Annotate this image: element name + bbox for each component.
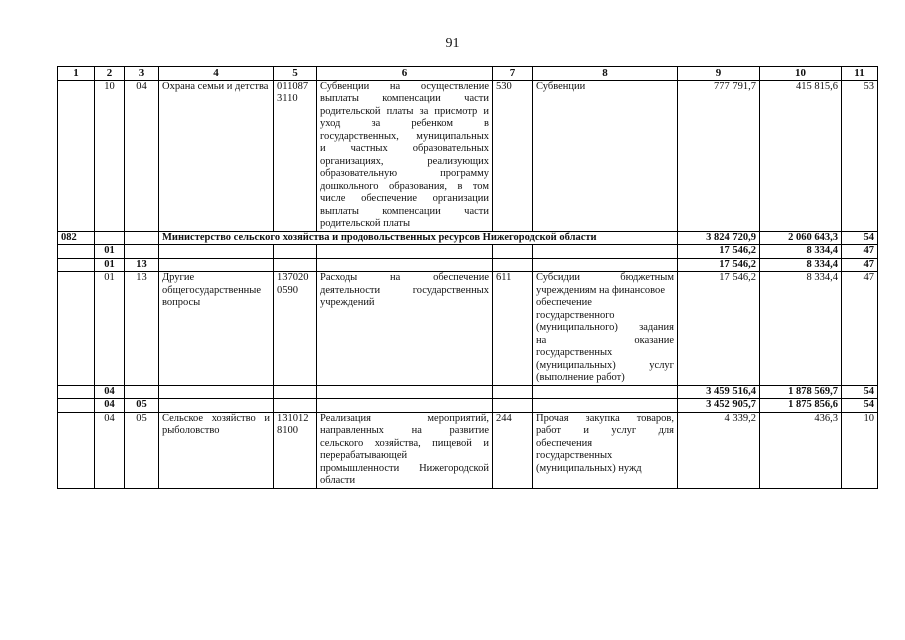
code-line: 131012 bbox=[277, 412, 309, 424]
expense-type-cell bbox=[493, 399, 533, 413]
code-line: 0590 bbox=[277, 284, 298, 296]
target-article-cell bbox=[274, 272, 317, 386]
grbs-cell bbox=[58, 412, 95, 488]
target-article-name-cell bbox=[317, 385, 493, 399]
column-header: 11 bbox=[842, 67, 878, 81]
target-article-name-cell bbox=[317, 399, 493, 413]
section-name-cell bbox=[159, 399, 274, 413]
percent-cell: 47 bbox=[842, 245, 878, 259]
text-line: промышленности Нижегородской bbox=[320, 462, 489, 474]
code-line: 137020 bbox=[277, 272, 309, 283]
subsection-cell: 04 bbox=[125, 80, 159, 231]
expense-type-cell bbox=[493, 385, 533, 399]
expense-type-cell: 611 bbox=[493, 272, 533, 386]
target-article-cell bbox=[274, 412, 317, 488]
text-line: родительской платы за присмотр и bbox=[320, 105, 489, 117]
text-line: государственных bbox=[536, 450, 613, 461]
actual-amount-cell: 8 334,4 bbox=[760, 245, 842, 259]
section-name-cell bbox=[159, 412, 274, 488]
grbs-cell bbox=[58, 272, 95, 386]
code-line: 3110 bbox=[277, 93, 298, 104]
text-line: учреждений bbox=[320, 297, 375, 308]
table-row bbox=[58, 412, 878, 488]
text-line: государственных bbox=[536, 347, 613, 358]
text-line: родительской платы bbox=[320, 218, 411, 229]
table-row bbox=[58, 245, 878, 259]
text-line: (муниципальных) нужд bbox=[536, 462, 642, 474]
section-cell: 04 bbox=[95, 385, 125, 399]
target-article-name-cell bbox=[317, 272, 493, 386]
target-article-cell bbox=[274, 399, 317, 413]
percent-cell: 54 bbox=[842, 385, 878, 399]
grbs-cell: 082 bbox=[58, 231, 95, 245]
section-cell: 04 bbox=[95, 399, 125, 413]
text-line: и частных образовательных bbox=[320, 143, 489, 154]
text-line: Субсидии бюджетным bbox=[536, 272, 674, 283]
percent-cell: 47 bbox=[842, 272, 878, 386]
actual-amount-cell: 1 878 569,7 bbox=[760, 385, 842, 399]
target-article-cell bbox=[274, 245, 317, 259]
table-row bbox=[58, 231, 878, 245]
text-line: Сельское хозяйство и bbox=[162, 412, 270, 424]
column-header: 1 bbox=[58, 67, 95, 81]
actual-amount-cell: 8 334,4 bbox=[760, 258, 842, 272]
table-row bbox=[58, 385, 878, 399]
text-line: числе обеспечение организации bbox=[320, 193, 489, 204]
grbs-cell bbox=[58, 258, 95, 272]
expense-type-cell: 244 bbox=[493, 412, 533, 488]
target-article-cell bbox=[274, 258, 317, 272]
plan-amount-cell: 4 339,2 bbox=[678, 412, 760, 488]
section-cell: 01 bbox=[95, 272, 125, 386]
actual-amount-cell: 415 815,6 bbox=[760, 80, 842, 231]
table-row bbox=[58, 399, 878, 413]
text-line: дошкольного образования, в том bbox=[320, 180, 489, 192]
subsection-cell: 13 bbox=[125, 258, 159, 272]
text-line: перерабатывающей bbox=[320, 450, 408, 461]
section-name-cell bbox=[159, 258, 274, 272]
column-header: 10 bbox=[760, 67, 842, 81]
table-row bbox=[58, 258, 878, 272]
plan-amount-cell: 777 791,7 bbox=[678, 80, 760, 231]
subsection-cell bbox=[125, 385, 159, 399]
subsection-cell bbox=[125, 245, 159, 259]
text-line: общегосударственные bbox=[162, 284, 262, 296]
actual-amount-cell: 8 334,4 bbox=[760, 272, 842, 386]
percent-cell: 54 bbox=[842, 231, 878, 245]
section-cell bbox=[95, 231, 125, 245]
column-header: 5 bbox=[274, 67, 317, 81]
target-article-cell bbox=[274, 80, 317, 231]
text-line: уход за ребенком в bbox=[320, 118, 489, 129]
text-line: обеспечения bbox=[536, 437, 593, 449]
subsection-cell: 05 bbox=[125, 412, 159, 488]
text-line: Субвенции на осуществление bbox=[320, 80, 489, 92]
target-article-cell bbox=[274, 385, 317, 399]
subsection-cell: 13 bbox=[125, 272, 159, 386]
grbs-cell bbox=[58, 80, 95, 231]
text-line: выплаты компенсации части bbox=[320, 93, 489, 104]
actual-amount-cell: 436,3 bbox=[760, 412, 842, 488]
text-line: организациях, реализующих bbox=[320, 155, 489, 167]
expense-type-name-cell bbox=[533, 399, 678, 413]
page-number: 91 bbox=[445, 36, 460, 51]
text-line: работ и услуг для bbox=[536, 425, 674, 436]
budget-table bbox=[57, 66, 878, 489]
plan-amount-cell: 3 824 720,9 bbox=[678, 231, 760, 245]
column-header: 8 bbox=[533, 67, 678, 81]
section-cell: 04 bbox=[95, 412, 125, 488]
actual-amount-cell: 1 875 856,6 bbox=[760, 399, 842, 413]
text-line: (муниципальных) услуг bbox=[536, 359, 674, 371]
text-line: (выполнение работ) bbox=[536, 372, 625, 383]
text-line: области bbox=[320, 475, 356, 486]
text-line: деятельности государственных bbox=[320, 284, 489, 296]
grbs-cell bbox=[58, 385, 95, 399]
text-line: обеспечение bbox=[536, 297, 592, 308]
percent-cell: 47 bbox=[842, 258, 878, 272]
section-name-cell bbox=[159, 245, 274, 259]
section-name-cell bbox=[159, 385, 274, 399]
text-line: выплаты компенсации части bbox=[320, 205, 489, 217]
expense-type-name-cell bbox=[533, 272, 678, 386]
expense-type-name-cell bbox=[533, 245, 678, 259]
column-header: 4 bbox=[159, 67, 274, 81]
text-line: рыболовство bbox=[162, 425, 220, 436]
plan-amount-cell: 17 546,2 bbox=[678, 272, 760, 386]
expense-type-cell bbox=[493, 245, 533, 259]
grbs-cell bbox=[58, 245, 95, 259]
section-name-cell bbox=[159, 272, 274, 386]
column-header: 3 bbox=[125, 67, 159, 81]
text-line: Расходы на обеспечение bbox=[320, 272, 489, 283]
table-row bbox=[58, 272, 878, 386]
target-article-name-cell bbox=[317, 412, 493, 488]
text-line: Другие bbox=[162, 272, 195, 283]
text-line: (муниципального) задания bbox=[536, 322, 674, 333]
text-line: Реализация мероприятий, bbox=[320, 412, 489, 424]
section-cell: 01 bbox=[95, 258, 125, 272]
grbs-cell bbox=[58, 399, 95, 413]
text-line: государственного bbox=[536, 309, 615, 321]
text-line: Прочая закупка товаров, bbox=[536, 412, 674, 424]
text-line: вопросы bbox=[162, 297, 201, 308]
target-article-name-cell bbox=[317, 245, 493, 259]
column-header: 7 bbox=[493, 67, 533, 81]
section-name-cell: Охрана семьи и детства bbox=[159, 80, 274, 231]
column-header: 9 bbox=[678, 67, 760, 81]
table-row bbox=[58, 80, 878, 231]
text-line: сельского хозяйства, пищевой и bbox=[320, 437, 489, 449]
plan-amount-cell: 3 459 516,4 bbox=[678, 385, 760, 399]
percent-cell: 53 bbox=[842, 80, 878, 231]
expense-type-cell bbox=[493, 258, 533, 272]
text-line: на оказание bbox=[536, 334, 674, 346]
plan-amount-cell: 3 452 905,7 bbox=[678, 399, 760, 413]
code-line: 011087 bbox=[277, 80, 309, 92]
percent-cell: 54 bbox=[842, 399, 878, 413]
table-header-row bbox=[58, 67, 878, 81]
subsection-cell bbox=[125, 231, 159, 245]
expense-type-cell: 530 bbox=[493, 80, 533, 231]
subsection-cell: 05 bbox=[125, 399, 159, 413]
percent-cell: 10 bbox=[842, 412, 878, 488]
target-article-name-cell bbox=[317, 80, 493, 231]
column-header: 6 bbox=[317, 67, 493, 81]
column-header: 2 bbox=[95, 67, 125, 81]
text-line: учреждениям на финансовое bbox=[536, 284, 666, 296]
expense-type-name-cell bbox=[533, 385, 678, 399]
section-cell: 10 bbox=[95, 80, 125, 231]
expense-type-name-cell bbox=[533, 412, 678, 488]
actual-amount-cell: 2 060 643,3 bbox=[760, 231, 842, 245]
text-line: образовательную программу bbox=[320, 168, 489, 179]
target-article-name-cell bbox=[317, 258, 493, 272]
section-cell: 01 bbox=[95, 245, 125, 259]
expense-type-name-cell bbox=[533, 258, 678, 272]
ministry-name-cell: Министерство сельского хозяйства и продовольственных ресурсов Нижегородской области bbox=[159, 231, 678, 245]
text-line: направленных на развитие bbox=[320, 425, 489, 436]
text-line: государственных, муниципальных bbox=[320, 130, 489, 142]
expense-type-name-cell: Субвенции bbox=[533, 80, 678, 231]
plan-amount-cell: 17 546,2 bbox=[678, 258, 760, 272]
plan-amount-cell: 17 546,2 bbox=[678, 245, 760, 259]
code-line: 8100 bbox=[277, 425, 298, 436]
